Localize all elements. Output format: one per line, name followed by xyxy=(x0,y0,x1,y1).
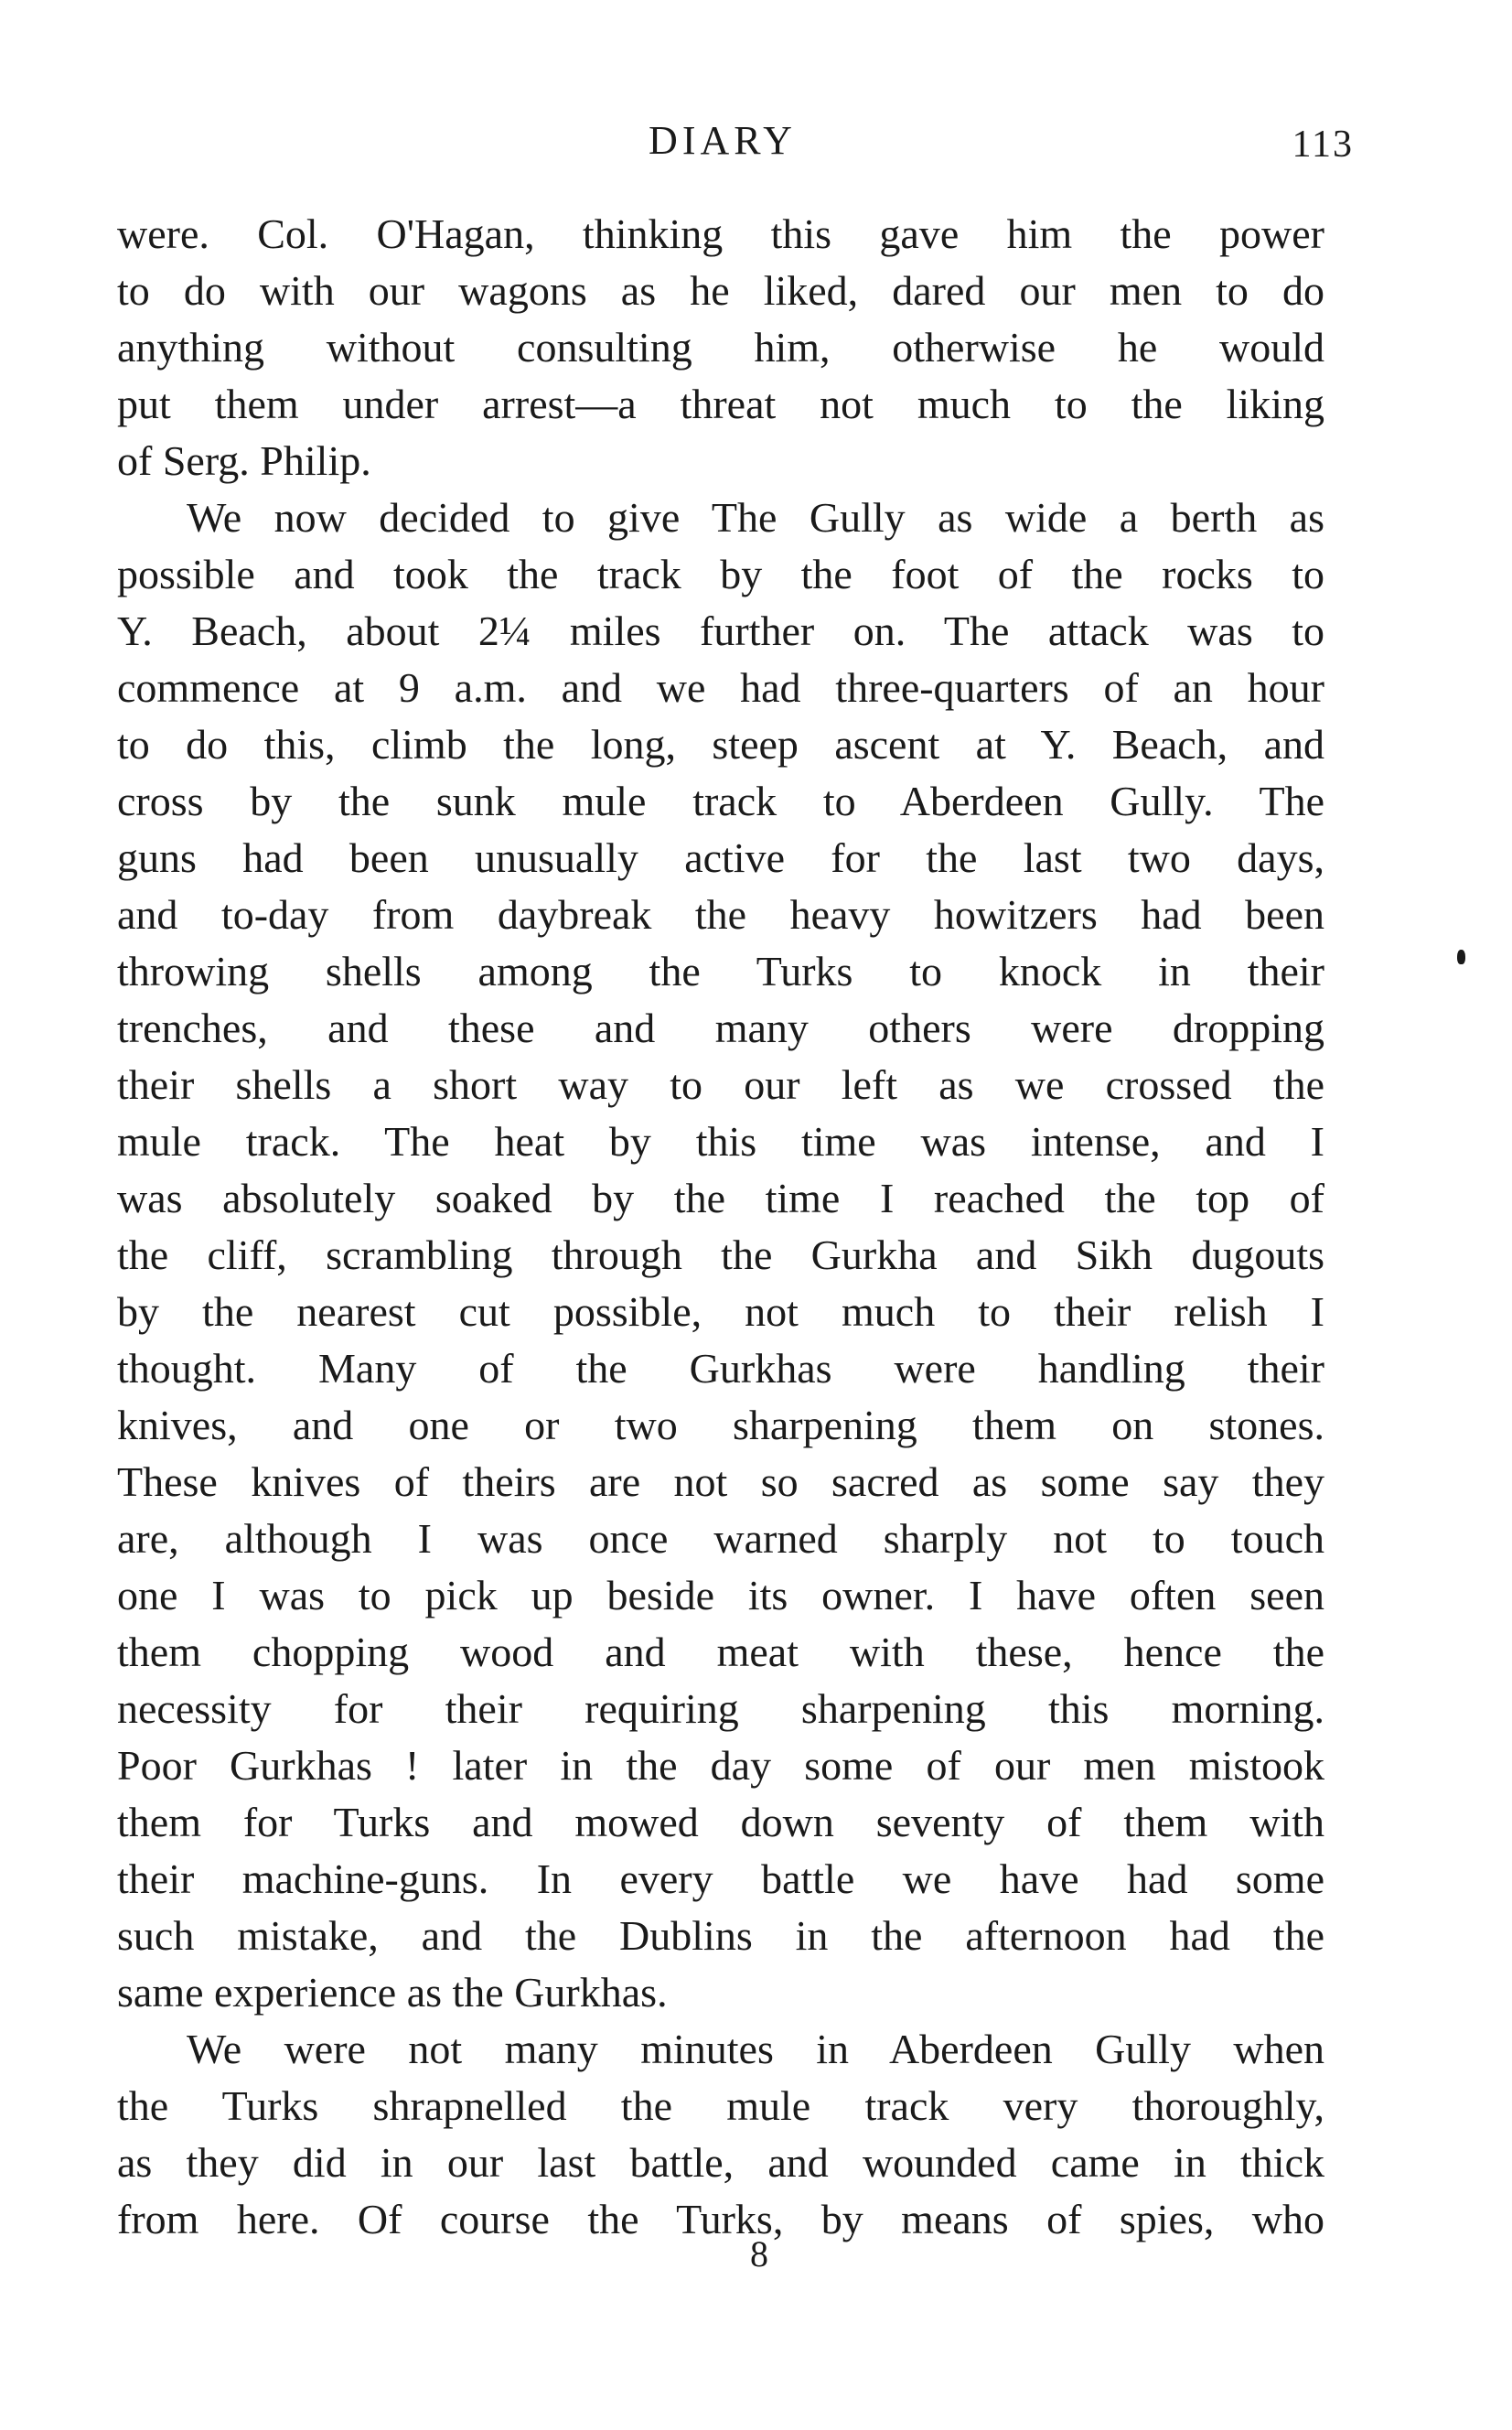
text-line: possible and took the track by the foot of the rocks to xyxy=(117,551,1324,597)
text-line: same experience as the Gurkhas. xyxy=(117,1969,668,2016)
text-line: Y. Beach, about 2¼ miles further on. The attack was to xyxy=(117,608,1324,654)
text-line: Poor Gurkhas ! later in the day some of our men mistook xyxy=(117,1742,1324,1789)
text-line: as they did in our last battle, and wounded came in thick xyxy=(117,2139,1324,2186)
text-line: put them under arrest—a threat not much to the liking xyxy=(117,381,1324,427)
page-number: 113 xyxy=(1292,124,1354,166)
text-line: the cliff, scrambling through the Gurkha and Sikh dugouts xyxy=(117,1231,1324,1278)
running-title: DIARY xyxy=(649,118,797,163)
text-line: throwing shells among the Turks to knock in their xyxy=(117,948,1324,995)
text-line: one I was to pick up beside its owner. I have often seen xyxy=(117,1572,1324,1618)
text-line: to do this, climb the long, steep ascent at Y. Beach, and xyxy=(117,721,1324,768)
text-line: trenches, and these and many others were dropping xyxy=(117,1005,1324,1051)
text-line: thought. Many of the Gurkhas were handling their xyxy=(117,1345,1324,1392)
text-line: and to-day from daybreak the heavy howitzers had been xyxy=(117,891,1324,938)
text-line: the Turks shrapnelled the mule track very thoroughly, xyxy=(117,2082,1324,2129)
text-line: commence at 9 a.m. and we had three-quarters of an hour xyxy=(117,664,1324,711)
text-line: from here. Of course the Turks, by means of spies, who xyxy=(117,2196,1324,2242)
text-line: their machine-guns. In every battle we have had some xyxy=(117,1855,1324,1902)
body-text xyxy=(117,206,1324,2248)
text-line: such mistake, and the Dublins in the afternoon had the xyxy=(117,1912,1324,1959)
text-line: guns had been unusually active for the last two days, xyxy=(117,834,1324,881)
signature-mark: 8 xyxy=(750,2233,768,2274)
text-line: These knives of theirs are not so sacred as some say they xyxy=(117,1458,1324,1505)
text-line: We now decided to give The Gully as wide a berth as xyxy=(187,494,1324,541)
text-line: mule track. The heat by this time was intense, and I xyxy=(117,1118,1324,1165)
text-line: was absolutely soaked by the time I reached the top of xyxy=(117,1175,1324,1221)
text-line: necessity for their requiring sharpening this morning. xyxy=(117,1685,1324,1732)
text-line: their shells a short way to our left as we crossed the xyxy=(117,1061,1324,1108)
text-line: to do with our wagons as he liked, dared our men to do xyxy=(117,267,1324,314)
text-line: by the nearest cut possible, not much to their relish I xyxy=(117,1288,1324,1335)
text-line: anything without consulting him, otherwise he would xyxy=(117,324,1324,371)
text-line: were. Col. O'Hagan, thinking this gave him the power xyxy=(117,210,1324,257)
text-line: of Serg. Philip. xyxy=(117,437,371,484)
running-head xyxy=(0,117,1512,172)
margin-ink-mark xyxy=(1457,950,1465,964)
text-line: knives, and one or two sharpening them on stones. xyxy=(117,1402,1324,1448)
text-line: are, although I was once warned sharply not to touch xyxy=(117,1515,1324,1562)
text-line: them for Turks and mowed down seventy of them with xyxy=(117,1799,1324,1845)
text-line: cross by the sunk mule track to Aberdeen Gully. The xyxy=(117,778,1324,824)
text-line: them chopping wood and meat with these, hence the xyxy=(117,1629,1324,1675)
text-line: We were not many minutes in Aberdeen Gully when xyxy=(187,2026,1324,2072)
